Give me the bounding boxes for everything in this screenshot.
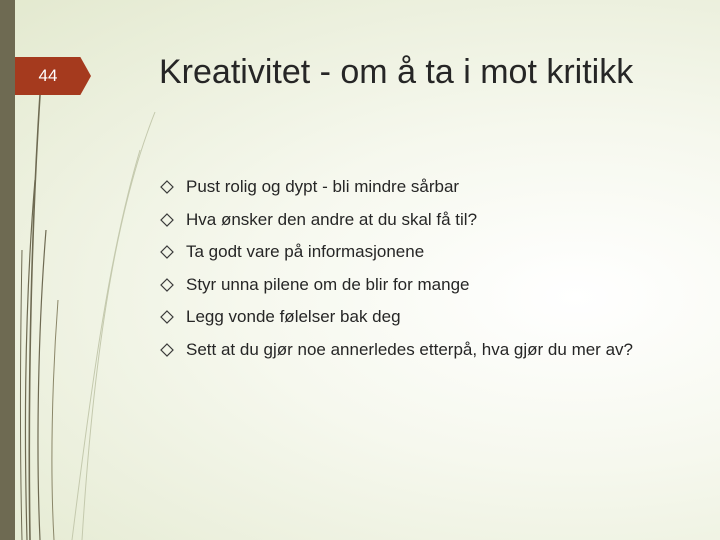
bullet-item xyxy=(160,334,633,367)
diamond-bullet-icon xyxy=(160,343,174,357)
diamond-bullet-icon xyxy=(160,310,174,324)
bullet-list xyxy=(160,171,633,366)
bullet-item xyxy=(160,204,633,237)
diamond-bullet-icon xyxy=(160,245,174,259)
bullet-item xyxy=(160,269,633,302)
slide-number: 44 xyxy=(38,66,58,85)
bullet-text: Pust rolig og dypt - bli mindre sårbar xyxy=(186,177,460,197)
bullet-text: Ta godt vare på informasjonene xyxy=(186,242,425,262)
bullet-item xyxy=(160,301,633,334)
diamond-bullet-icon xyxy=(160,180,174,194)
bullet-text: Hva ønsker den andre at du skal få til? xyxy=(186,209,478,229)
bullet-item xyxy=(160,236,633,269)
slide-title: Kreativitet - om å ta i mot kritikk xyxy=(159,53,634,91)
bullet-text: Legg vonde følelser bak deg xyxy=(186,307,401,327)
bullet-text: Sett at du gjør noe annerledes etterpå, hva gjør du mer av? xyxy=(186,339,633,359)
bullet-item xyxy=(160,171,633,204)
diamond-bullet-icon xyxy=(160,278,174,292)
diamond-bullet-icon xyxy=(160,213,174,227)
bullet-text: Styr unna pilene om de blir for mange xyxy=(186,274,470,294)
